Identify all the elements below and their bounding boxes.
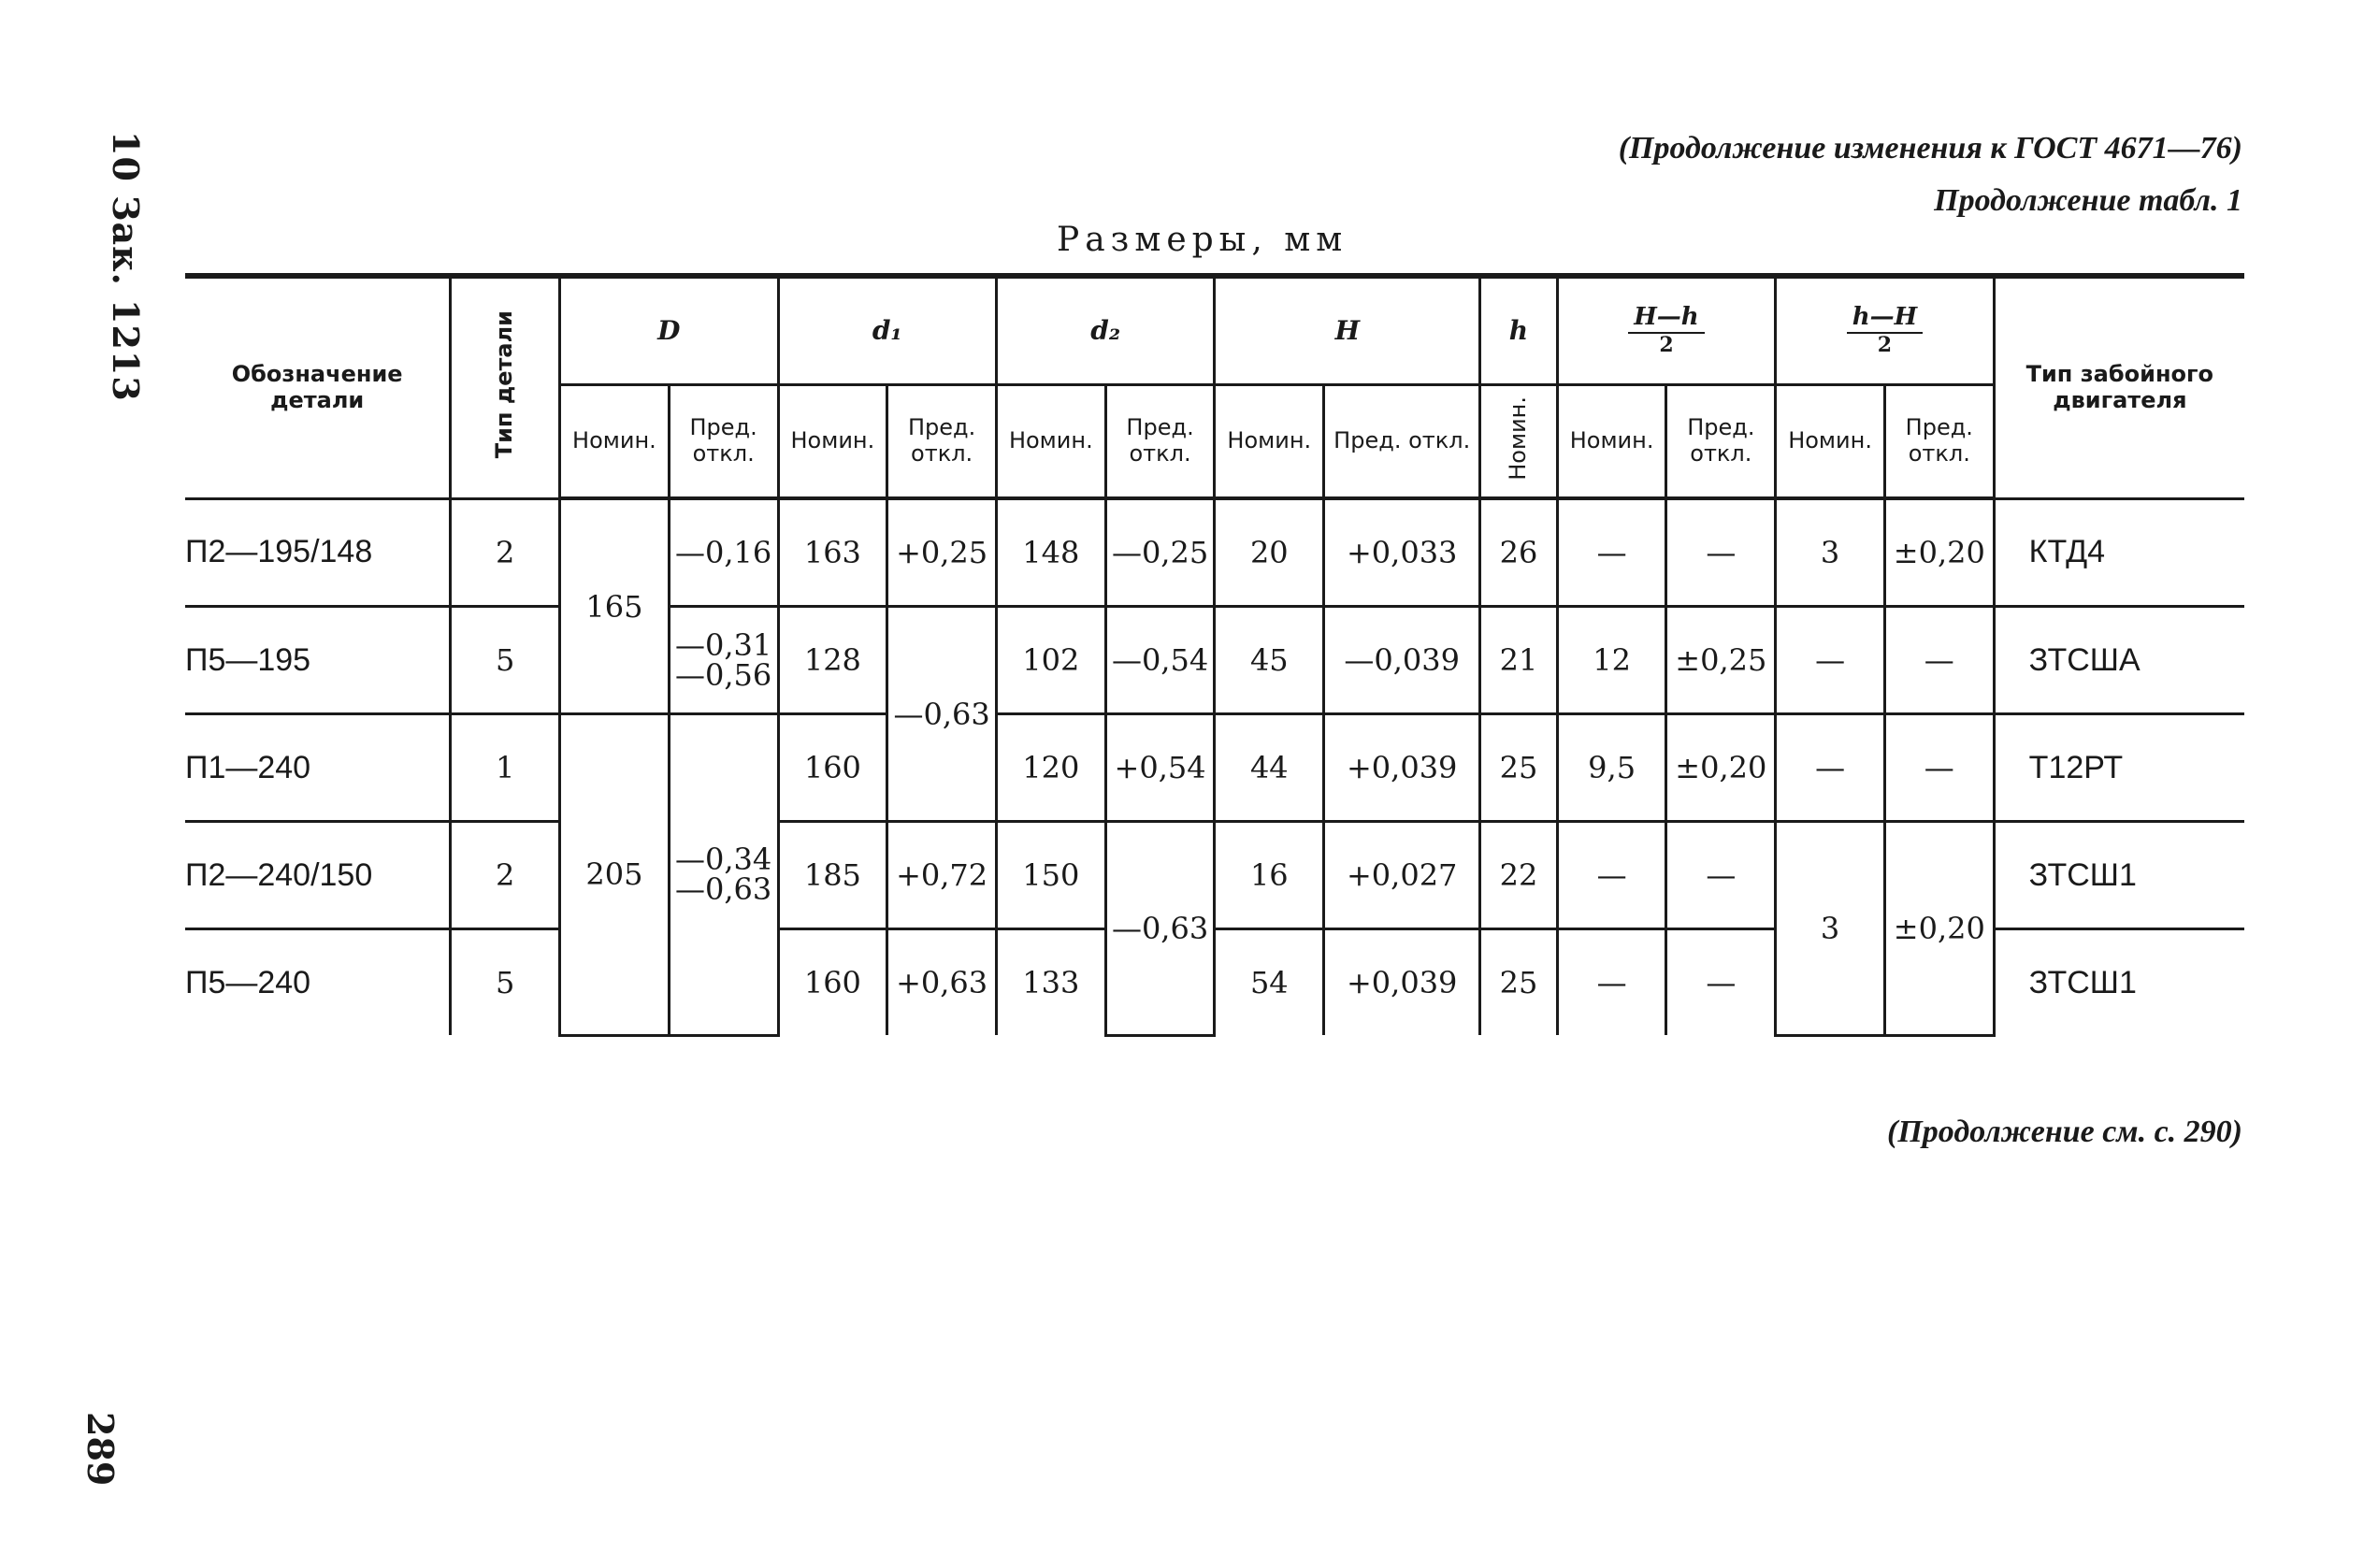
cell-Hh-nominal: — <box>1557 498 1666 607</box>
subheader-deviation: Пред. откл. <box>1105 385 1215 499</box>
cell-hH-deviation: — <box>1884 607 1994 714</box>
header-d1: d₁ <box>778 276 996 385</box>
cell-h-nominal: 22 <box>1480 822 1558 929</box>
subheader-nominal: Номин. <box>560 385 670 499</box>
cell-d1-nominal: 163 <box>778 498 887 607</box>
subheader-nominal: Номин. <box>1215 385 1324 499</box>
cell-part-type: 2 <box>451 498 560 607</box>
subheader-nominal: Номин. <box>1776 385 1885 499</box>
cell-engine-type: КТД4 <box>1994 498 2244 607</box>
cell-D-deviation: —0,16 <box>669 498 778 607</box>
cell-hH-nominal: — <box>1776 714 1885 822</box>
cell-h-nominal: 25 <box>1480 714 1558 822</box>
cell-d2-nominal: 120 <box>996 714 1105 822</box>
cell-d2-nominal: 133 <box>996 929 1105 1036</box>
cell-Hh-deviation: — <box>1666 822 1776 929</box>
cell-H-deviation: +0,039 <box>1324 714 1480 822</box>
cell-hH-nominal: 3 <box>1776 498 1885 607</box>
subheader-nominal: Номин. <box>778 385 887 499</box>
cell-Hh-deviation: — <box>1666 929 1776 1036</box>
cell-Hh-deviation: ±0,25 <box>1666 607 1776 714</box>
cell-d1-deviation: +0,72 <box>887 822 997 929</box>
cell-engine-type: ЗТСШ1 <box>1994 822 2244 929</box>
cell-Hh-deviation: ±0,20 <box>1666 714 1776 822</box>
cell-Hh-deviation: — <box>1666 498 1776 607</box>
cell-hH-nominal: 3 <box>1776 822 1885 1036</box>
subheader-deviation: Пред. откл. <box>1666 385 1776 499</box>
cell-d1-nominal: 160 <box>778 714 887 822</box>
table-row <box>185 714 2244 822</box>
cell-D-deviation: —0,31 —0,56 <box>669 607 778 714</box>
header-H-minus-h-half: $\frac{H—h}{2}$ <box>1557 276 1775 385</box>
subheader-nominal: Номин. <box>1557 385 1666 499</box>
subheader-deviation: Пред. откл. <box>1324 385 1480 499</box>
cell-part-type: 1 <box>451 714 560 822</box>
header-designation: Обозначение детали <box>185 276 451 498</box>
cell-d2-nominal: 150 <box>996 822 1105 929</box>
table-row <box>185 607 2244 714</box>
cell-Hh-nominal: — <box>1557 929 1666 1036</box>
document-header: (Продолжение изменения к ГОСТ 4671—76) <box>1618 131 2242 165</box>
page-number: 289 <box>79 1412 122 1487</box>
cell-h-nominal: 26 <box>1480 498 1558 607</box>
cell-engine-type: Т12РТ <box>1994 714 2244 822</box>
cell-d1-deviation: +0,63 <box>887 929 997 1036</box>
cell-H-nominal: 16 <box>1215 822 1324 929</box>
header-part-type: Тип детали <box>451 276 560 498</box>
side-note: 10 Зак. 1213 <box>105 131 147 402</box>
continuation-footer: (Продолжение см. с. 290) <box>1887 1115 2242 1149</box>
header-d2: d₂ <box>996 276 1214 385</box>
dimensions-table <box>185 273 2244 1037</box>
header-h: h <box>1480 276 1558 385</box>
subheader-deviation: Пред. откл. <box>887 385 997 499</box>
cell-D-deviation: —0,34 —0,63 <box>669 714 778 1036</box>
cell-Hh-nominal: 12 <box>1557 607 1666 714</box>
cell-part-type: 2 <box>451 822 560 929</box>
cell-d2-deviation: —0,54 <box>1105 607 1215 714</box>
cell-H-deviation: +0,039 <box>1324 929 1480 1036</box>
header-h-minus-H-half: $\frac{h—H}{2}$ <box>1776 276 1994 385</box>
cell-hH-deviation: ±0,20 <box>1884 498 1994 607</box>
cell-h-nominal: 25 <box>1480 929 1558 1036</box>
cell-engine-type: ЗТСША <box>1994 607 2244 714</box>
table-row <box>185 498 2244 607</box>
cell-h-nominal: 21 <box>1480 607 1558 714</box>
cell-d1-deviation: +0,25 <box>887 498 997 607</box>
subheader-deviation: Пред. откл. <box>669 385 778 499</box>
cell-Hh-nominal: — <box>1557 822 1666 929</box>
cell-D-nominal: 205 <box>560 714 670 1036</box>
cell-part-type: 5 <box>451 929 560 1036</box>
cell-d2-nominal: 148 <box>996 498 1105 607</box>
cell-hH-nominal: — <box>1776 607 1885 714</box>
cell-d1-nominal: 128 <box>778 607 887 714</box>
cell-H-nominal: 44 <box>1215 714 1324 822</box>
cell-designation: П2—195/148 <box>185 498 451 607</box>
cell-d1-nominal: 160 <box>778 929 887 1036</box>
subheader-nominal: Номин. <box>1480 385 1558 499</box>
cell-d2-deviation: —0,25 <box>1105 498 1215 607</box>
cell-designation: П5—240 <box>185 929 451 1036</box>
cell-D-nominal: 165 <box>560 498 670 714</box>
cell-d2-nominal: 102 <box>996 607 1105 714</box>
cell-engine-type: ЗТСШ1 <box>1994 929 2244 1036</box>
cell-H-deviation: +0,027 <box>1324 822 1480 929</box>
cell-designation: П5—195 <box>185 607 451 714</box>
cell-Hh-nominal: 9,5 <box>1557 714 1666 822</box>
cell-d2-deviation: —0,63 <box>1105 822 1215 1036</box>
cell-part-type: 5 <box>451 607 560 714</box>
table-caption: Размеры, мм <box>1057 221 1348 259</box>
header-engine-type: Тип забойного двигателя <box>1994 276 2244 498</box>
cell-d1-deviation: —0,63 <box>887 607 997 822</box>
cell-H-deviation: +0,033 <box>1324 498 1480 607</box>
cell-d1-nominal: 185 <box>778 822 887 929</box>
cell-H-nominal: 20 <box>1215 498 1324 607</box>
table-row <box>185 822 2244 929</box>
subheader-deviation: Пред. откл. <box>1884 385 1994 499</box>
cell-hH-deviation: — <box>1884 714 1994 822</box>
header-D: D <box>560 276 778 385</box>
table-continuation-note: Продолжение табл. 1 <box>1934 183 2242 218</box>
header-H: H <box>1215 276 1480 385</box>
cell-H-deviation: —0,039 <box>1324 607 1480 714</box>
cell-H-nominal: 45 <box>1215 607 1324 714</box>
cell-designation: П1—240 <box>185 714 451 822</box>
cell-H-nominal: 54 <box>1215 929 1324 1036</box>
cell-designation: П2—240/150 <box>185 822 451 929</box>
subheader-nominal: Номин. <box>996 385 1105 499</box>
cell-d2-deviation: +0,54 <box>1105 714 1215 822</box>
cell-hH-deviation: ±0,20 <box>1884 822 1994 1036</box>
